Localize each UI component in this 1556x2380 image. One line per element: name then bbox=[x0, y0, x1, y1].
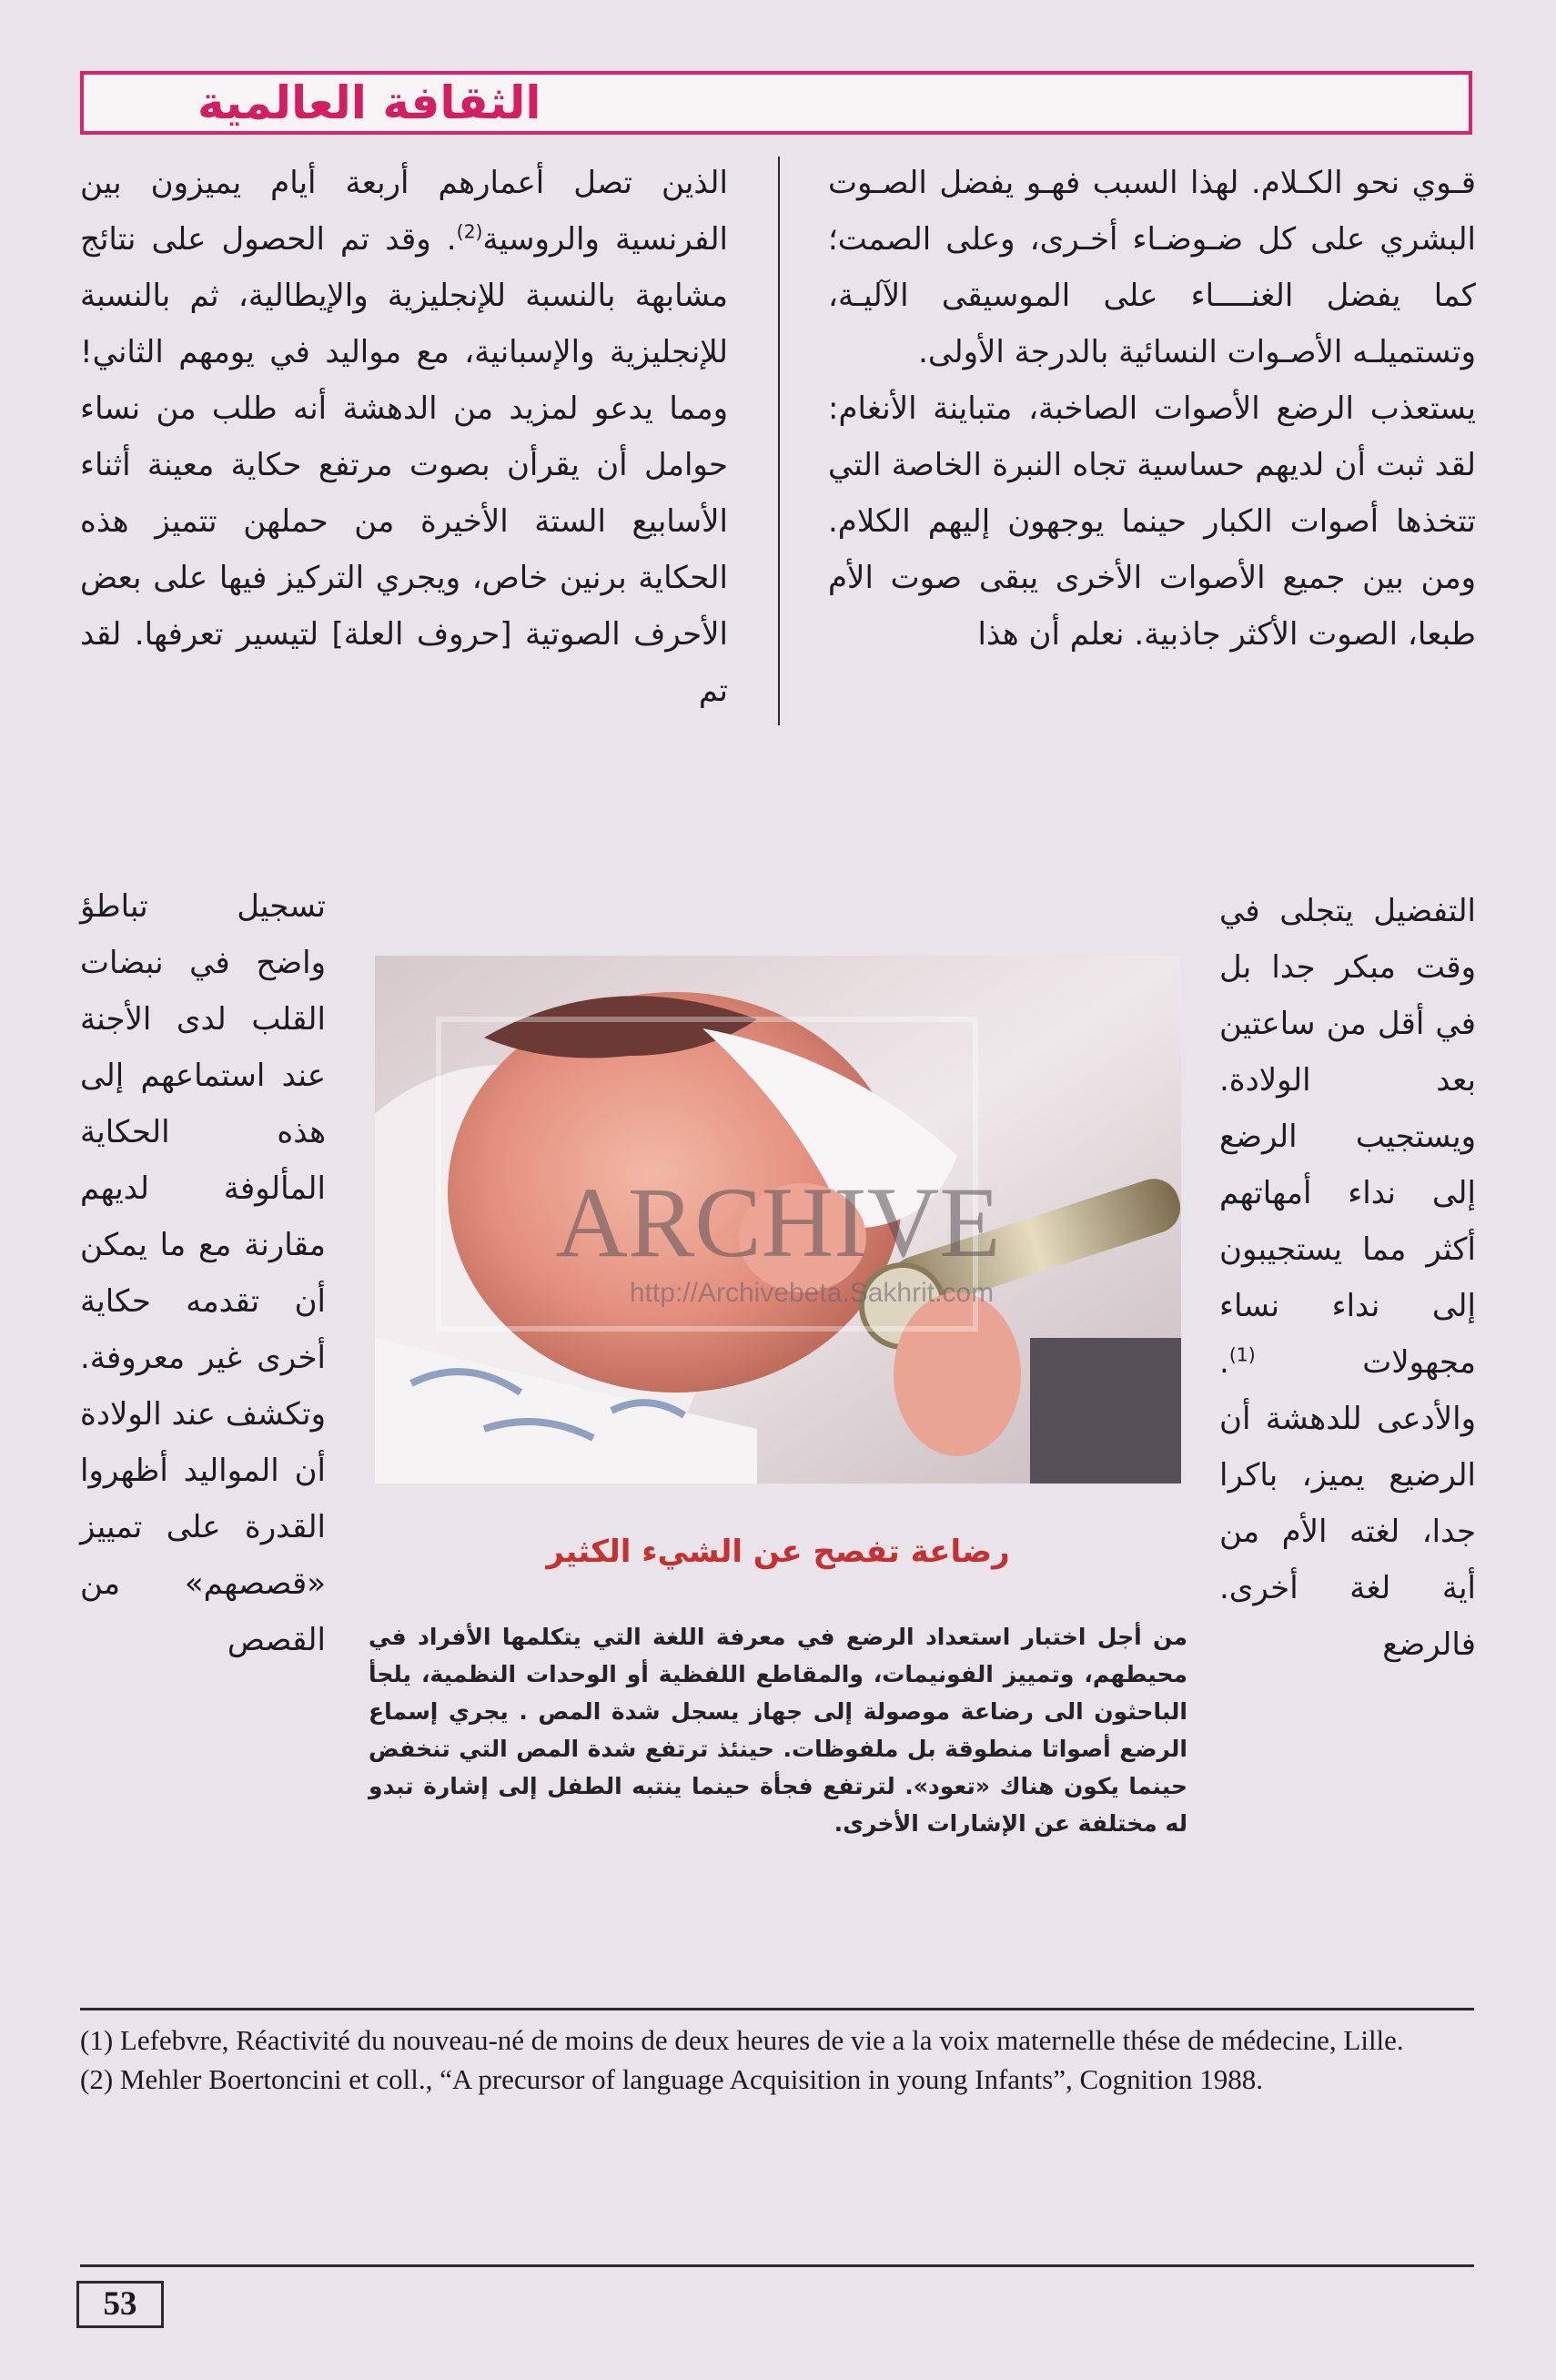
photo-caption-title: رضاعة تفصح عن الشيء الكثير bbox=[546, 1534, 1010, 1570]
paragraph: قـوي نحو الكـلام. لهذا السبب فهـو يفضل الصـوت البشري على كل ضـوضـاء أخـرى، وعلى الصمت؛ كما يفضل الغنــــاء على الموسيقى الآليـة، وتستميلـه الأصـوات النسائية بالدرجة الأولى. bbox=[828, 165, 1476, 370]
footnote-1: (1) Lefebvre, Réactivité du nouveau-né de moins de deux heures de vie a la voix maternelle thése de médecine, Lille. bbox=[80, 2024, 1404, 2056]
footnote-2: (2) Mehler Boertoncini et coll., “A precursor of language Acquisition in young Infants”, Cognition 1988. bbox=[80, 2063, 1264, 2095]
footnotes bbox=[80, 2020, 1481, 2099]
column-divider bbox=[778, 157, 780, 725]
watermark-text: ARCHIVE bbox=[555, 1167, 1001, 1278]
paragraph-text: الذين تصل أعمارهم أربعة أيام يميزون بين الفرنسية والروسية bbox=[80, 165, 728, 258]
paragraph bbox=[80, 155, 728, 719]
paragraph: تسجيل تباطؤ واضح في نبضات القلب لدى الأجنة عند استماعهم إلى هذه الحكاية المألوفة لديهم مقارنة مع ما يمكن أن تقدمه حكاية أخرى غير معروفة. وتكشف عند الولادة أن المواليد أظهروا القدرة على تمييز «قصصهم» من القصص bbox=[80, 888, 326, 1658]
footer-divider bbox=[80, 2264, 1474, 2267]
watermark-url: http://Archivebeta.Sakhrit.com bbox=[629, 1278, 995, 1308]
photo-illustration bbox=[375, 956, 1181, 1484]
footnote-ref-2[interactable]: (2) bbox=[456, 220, 483, 243]
right-column-top bbox=[828, 155, 1476, 663]
page-number: 53 bbox=[76, 2281, 164, 2328]
header-bar bbox=[80, 71, 1472, 135]
paragraph bbox=[1219, 883, 1476, 1673]
footnote-ref-1[interactable]: (1) bbox=[1228, 1343, 1256, 1366]
paragraph: يستعذب الرضع الأصوات الصاخبة، متباينة الأنغام: لقد ثبت أن لديهم حساسية تجاه النبرة الخاصة التي تتخذها أصوات الكبار حينما يوجهون إليهم الكلام. ومن بين جميع الأصوات الأخرى يبقى صوت الأم طبعا، الصوت الأكثر جاذبية. نعلم أن هذا bbox=[828, 390, 1476, 653]
left-column-narrow bbox=[80, 878, 326, 1668]
photo-caption-body: من أجل اختبار استعداد الرضع في معرفة اللغة التي يتكلمها الأفراد في محيطهم، وتمييز الفونيمات، والمقاطع اللفظية أو الوحدات النظمية، يلجأ الباحثون الى رضاعة موصولة إلى جهاز يسجل شدة المص . يجري إسماع الرضع أصواتا منطوقة بل ملفوظات. حينئذ ترتفع شدة المص التي تنخفض حينما يكون هناك «تعود». لترتفع فجأة حينما ينتبه الطفل إلى إشارة تبدو له مختلفة عن الإشارات الأخرى. bbox=[369, 1624, 1187, 1837]
left-column-top bbox=[80, 155, 728, 719]
magazine-title: الثقافة العالمية bbox=[197, 76, 541, 129]
paragraph-text: . والأدعى للدهشة أن الرضيع يميز، باكرا جدا، لغته الأم من أية لغة أخرى. فالرضع bbox=[1219, 1344, 1476, 1663]
paragraph-text: التفضيل يتجلى في وقت مبكر جدا بل في أقل من ساعتين بعد الولادة. ويستجيب الرضع إلى نداء أمهاتهم أكثر مما يستجيبون إلى نداء نساء مجهولات bbox=[1219, 893, 1476, 1381]
baby-feeding-photo bbox=[375, 956, 1181, 1484]
paragraph-text: . وقد تم الحصول على نتائج مشابهة بالنسبة للإنجليزية والإيطالية، ثم بالنسبة للإنجليزية والإسبانية، مع مواليد في يومهم الثاني! ومما يدعو لمزيد من الدهشة أنه طلب من نساء حوامل أن يقرأن بصوت مرتفع حكاية معينة أثناء الأسابيع الستة الأخيرة من حملهن تتميز هذه الحكاية برنين خاص، ويجري التركيز فيها على بعض الأحرف الصوتية [حروف العلة] لتيسير تعرفها. لقد تم bbox=[80, 221, 728, 709]
footnote-divider bbox=[80, 2008, 1474, 2010]
right-column-narrow bbox=[1219, 883, 1476, 1673]
